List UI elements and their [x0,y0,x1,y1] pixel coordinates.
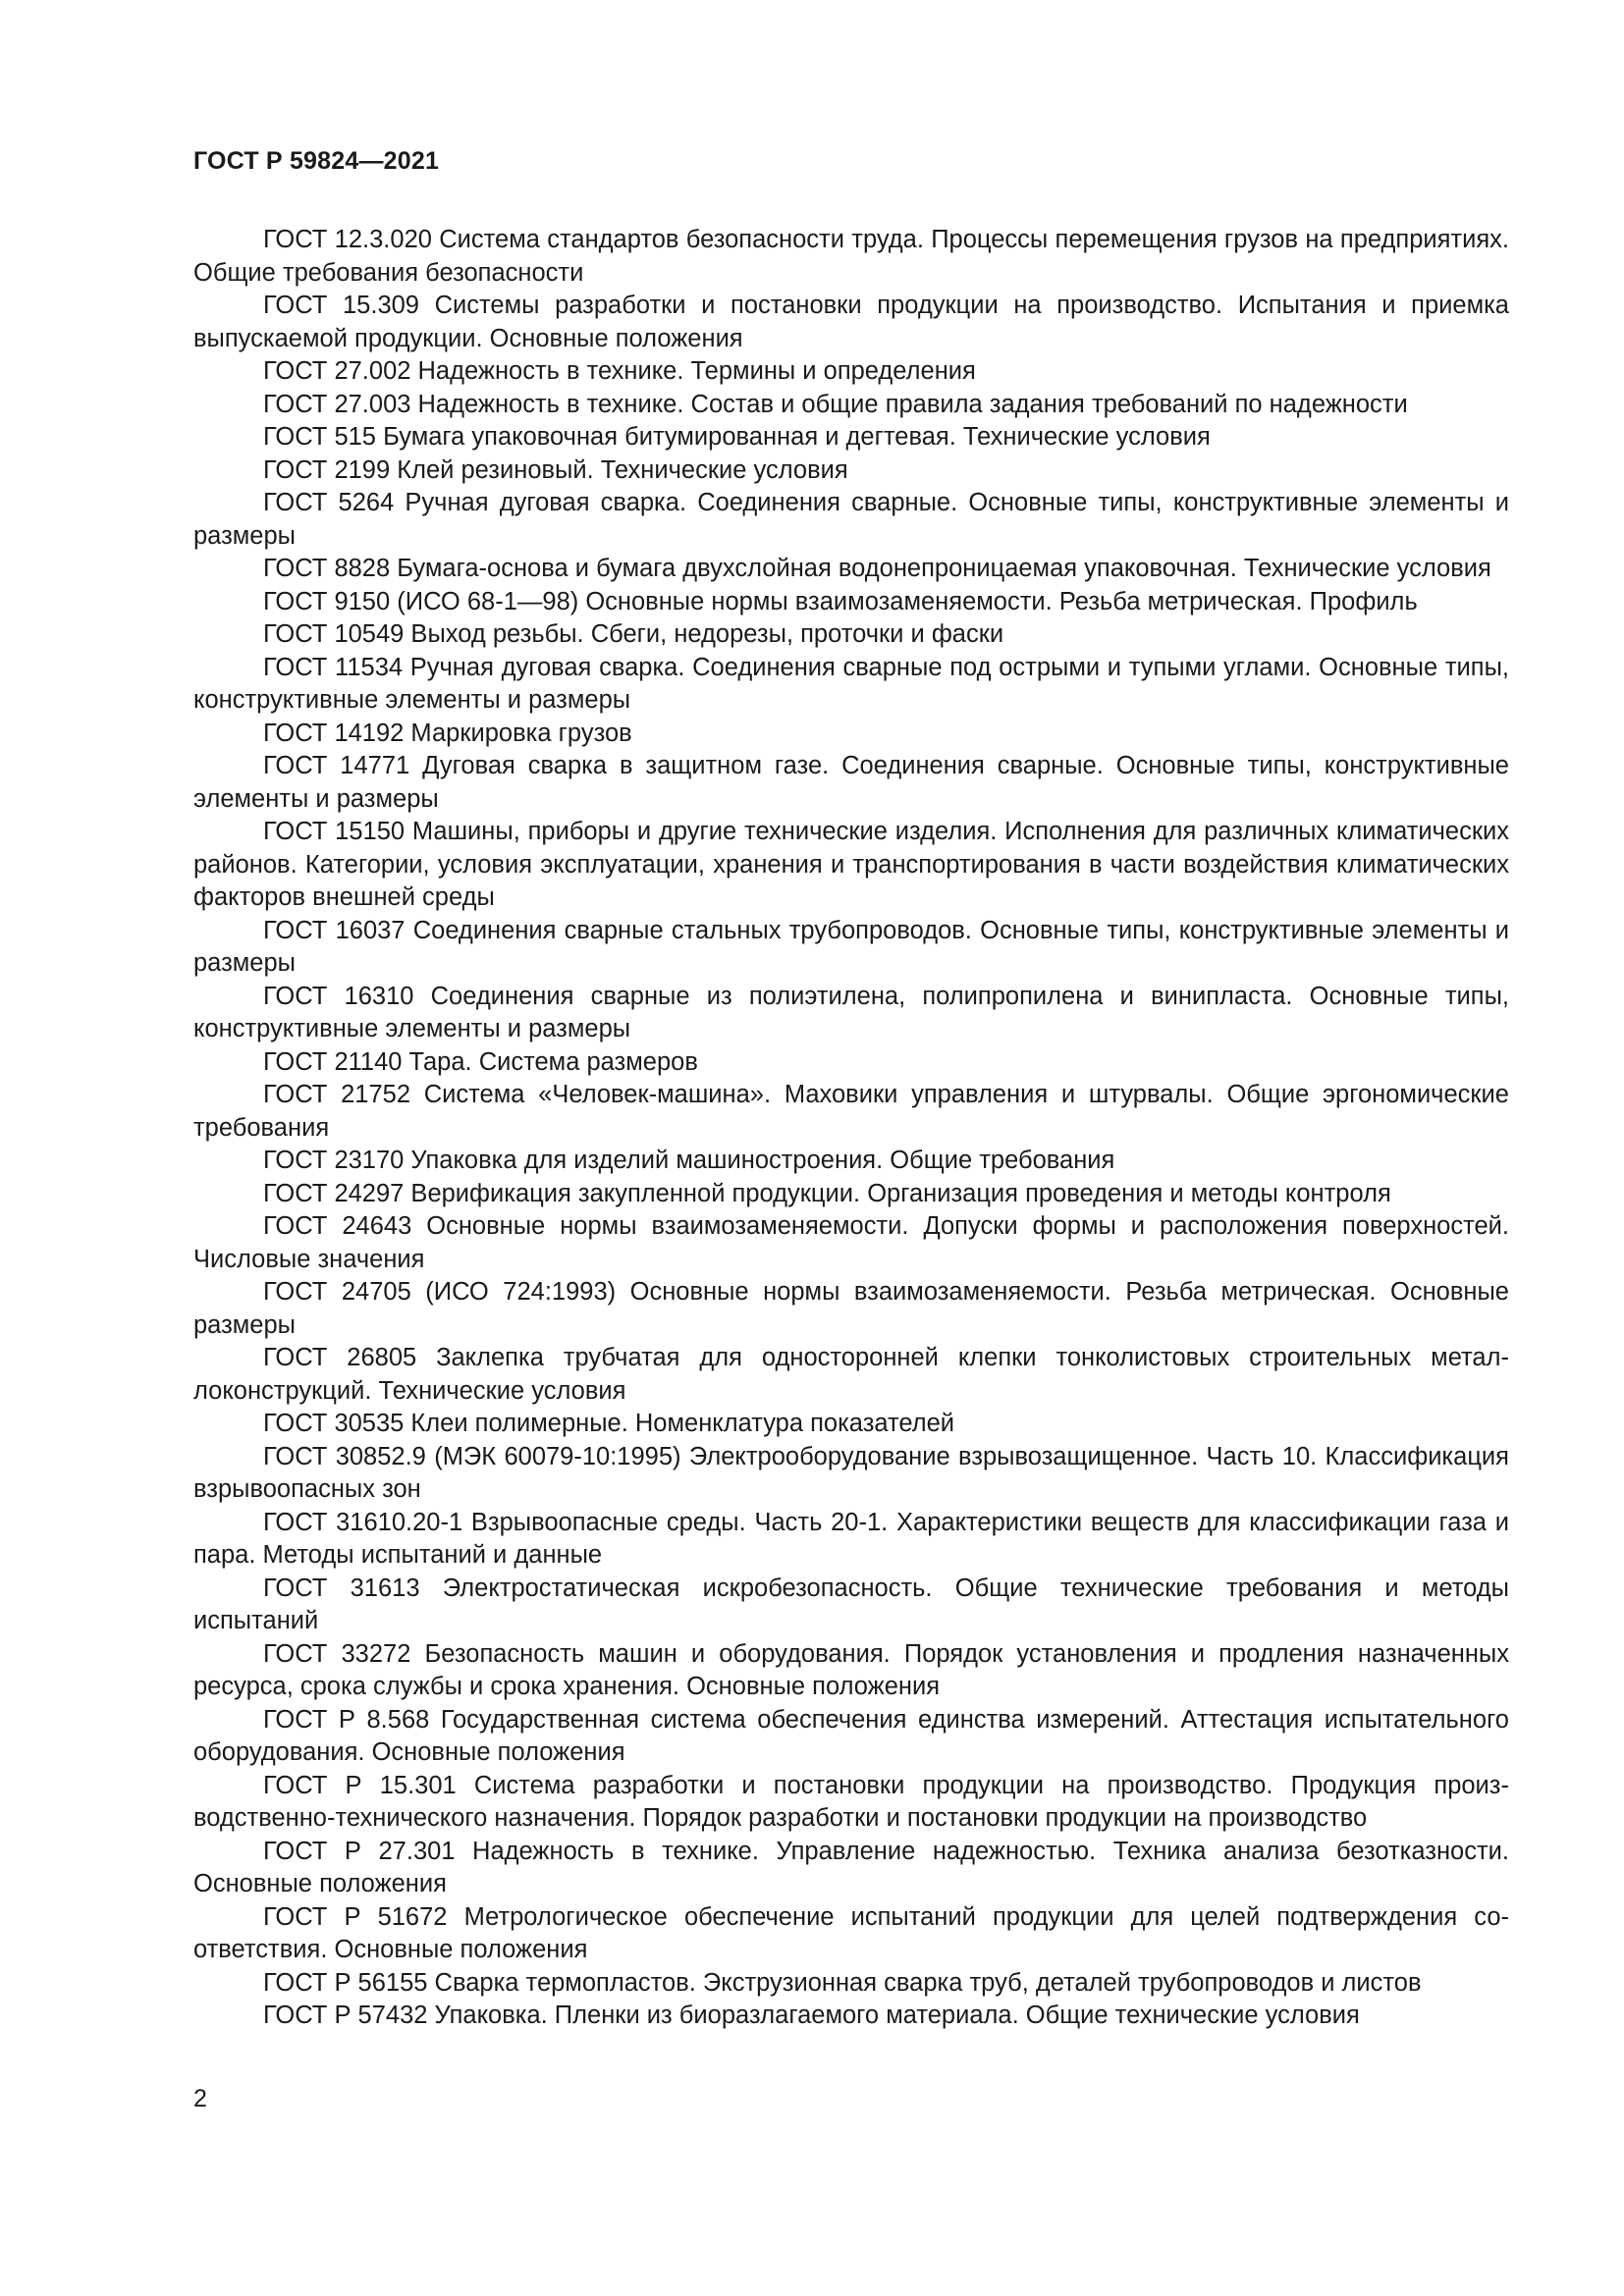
reference-item: ГОСТ 2199 Клей резиновый. Технические условия [263,455,848,484]
reference-item: ГОСТ Р 27.301 Надежность в технике. Управление надежностью. Техника анализа безотказности. Основные положения [193,1837,1509,1897]
document-code-header: ГОСТ Р 59824—2021 [193,147,440,175]
reference-item: ГОСТ 9150 (ИСО 68-1—98) Основные нормы взаимозаменяемости. Резьба метрическая. Профиль [263,587,1418,615]
reference-item: ГОСТ 21752 Система «Человек-машина». Маховики управления и штурвалы. Общие эргономические требования [193,1081,1509,1142]
reference-item: ГОСТ 31610.20-1 Взрывоопасные среды. Часть 20-1. Характеристики веществ для классификации газа и пара. Методы испытаний и данные [193,1508,1509,1569]
reference-item: ГОСТ 26805 Заклепка трубчатая для односторонней клепки тонколистовых строительных металлоконструкций. Технические условия [193,1344,1509,1405]
reference-item: ГОСТ 30852.9 (МЭК 60079-10:1995) Электрооборудование взрывозащищенное. Часть 10. Классификация взрывоопасных зон [193,1442,1509,1503]
reference-item: ГОСТ 24705 (ИСО 724:1993) Основные нормы взаимозаменяемости. Резьба метрическая. Основные размеры [193,1278,1509,1339]
reference-item: ГОСТ Р 15.301 Система разработки и постановки продукции на производство. Продукция производственно-технического назначения. Порядок разработки и постановки продукции на производство [193,1771,1509,1832]
reference-item: ГОСТ 14192 Маркировка грузов [263,719,632,747]
reference-item: ГОСТ 12.3.020 Система стандартов безопасности труда. Процессы перемещения грузов на предприятиях. Общие требования безопасности [193,226,1509,287]
reference-item: ГОСТ 27.003 Надежность в технике. Состав и общие правила задания требований по надежности [263,390,1408,418]
reference-item: ГОСТ Р 57432 Упаковка. Пленки из биоразлагаемого материала. Общие технические условия [263,2002,1360,2029]
reference-item: ГОСТ 21140 Тара. Система размеров [263,1047,698,1076]
reference-item: ГОСТ 8828 Бумага-основа и бумага двухслойная водонепроницаемая упаковочная. Технические условия [263,555,1491,582]
reference-item: ГОСТ 23170 Упаковка для изделий машиностроения. Общие требования [263,1147,1115,1174]
reference-item: ГОСТ Р 8.568 Государственная система обеспечения единства измерений. Аттестация испытательного оборудования. Основные положения [193,1705,1509,1766]
reference-item: ГОСТ 16037 Соединения сварные стальных трубопроводов. Основные типы, конструктивные элементы и размеры [193,916,1509,977]
reference-item: ГОСТ 15150 Машины, приборы и другие технические изделия. Исполнения для различных климатических районов. Категории, условия эксплуатации, хранения и транспортирования в части воздействия климатических факторов внешней среды [193,818,1509,911]
reference-item: ГОСТ 24643 Основные нормы взаимозаменяемости. Допуски формы и расположения поверхностей. Числовые значения [193,1212,1509,1273]
reference-item: ГОСТ 16310 Соединения сварные из полиэтилена, полипропилена и винипласта. Основные типы, конструктивные элементы и размеры [193,982,1509,1042]
reference-item: ГОСТ 515 Бумага упаковочная битумированная и дегтевая. Технические условия [263,423,1211,451]
reference-item: ГОСТ 30535 Клеи полимерные. Номенклатура показателей [263,1410,955,1437]
reference-item: ГОСТ 14771 Дуговая сварка в защитном газе. Соединения сварные. Основные типы, конструктивные элементы и размеры [193,752,1509,813]
reference-item: ГОСТ 27.002 Надежность в технике. Термины и определения [263,357,976,385]
normative-references-list [193,224,1509,2033]
reference-item: ГОСТ 15.309 Системы разработки и постановки продукции на производство. Испытания и приемка выпускаемой продукции. Основные положения [193,292,1509,352]
reference-item: ГОСТ Р 51672 Метрологическое обеспечение испытаний продукции для целей подтверждения соответствия. Основные положения [193,1902,1509,1963]
page-number: 2 [193,2085,207,2112]
reference-item: ГОСТ Р 56155 Сварка термопластов. Экструзионная сварка труб, деталей трубопроводов и листов [263,1968,1422,1997]
reference-item: ГОСТ 11534 Ручная дуговая сварка. Соединения сварные под острыми и тупыми углами. Основные типы, конструктивные элементы и размеры [193,653,1509,714]
reference-item: ГОСТ 5264 Ручная дуговая сварка. Соединения сварные. Основные типы, конструктивные элементы и размеры [193,489,1509,550]
reference-item: ГОСТ 24297 Верификация закупленной продукции. Организация проведения и методы контроля [263,1179,1391,1207]
reference-item: ГОСТ 33272 Безопасность машин и оборудования. Порядок установления и продления назначенных ресурса, срока службы и срока хранения. Основные положения [193,1639,1509,1700]
reference-item: ГОСТ 10549 Выход резьбы. Сбеги, недорезы, проточки и фаски [263,620,1004,648]
reference-item: ГОСТ 31613 Электростатическая искробезопасность. Общие технические требования и методы испытаний [193,1574,1509,1634]
